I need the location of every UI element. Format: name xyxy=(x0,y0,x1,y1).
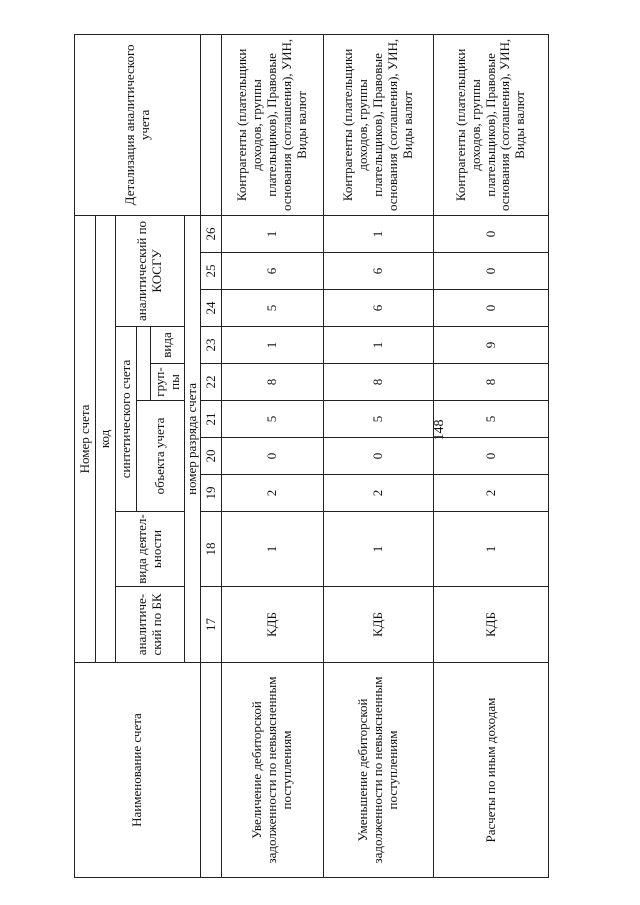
row-detail: Контрагенты (плательщики доходов, группы плательщиков), Правовые основания (соглашения), УИН, Виды валют xyxy=(434,34,549,215)
header-synthetic: синтетического счета xyxy=(116,327,137,512)
header-analytic-bk: аналитический по БК xyxy=(116,587,185,663)
row-cell: 1 xyxy=(222,327,324,364)
row-detail: Контрагенты (плательщики доходов, группы плательщиков), Правовые основания (соглашения), УИН, Виды валют xyxy=(324,34,434,215)
row-cell: КДБ xyxy=(434,587,549,663)
digit-index: 22 xyxy=(201,364,222,401)
digit-index: 19 xyxy=(201,475,222,512)
row-cell: 1 xyxy=(324,215,434,252)
row-cell: 1 xyxy=(222,512,324,587)
row-cell: 0 xyxy=(222,438,324,475)
header-analytic-kosgu: аналитический по КОСГУ xyxy=(116,215,185,326)
row-account-name: Расчеты по иным доходам xyxy=(434,663,549,878)
row-cell: 5 xyxy=(222,290,324,327)
digit-index-name-blank xyxy=(201,663,222,878)
header-type: вида xyxy=(151,327,185,364)
row-cell: 2 xyxy=(324,475,434,512)
header-code: код xyxy=(96,215,116,662)
header-account-number: Номер счета xyxy=(75,215,96,662)
row-cell: 1 xyxy=(434,512,549,587)
row-cell: 0 xyxy=(434,438,549,475)
row-account-name: Увеличение дебиторской задолженности по невыясненным поступлениям xyxy=(222,663,324,878)
header-account-group-spacer xyxy=(137,327,151,401)
row-cell: 1 xyxy=(222,215,324,252)
row-cell: 5 xyxy=(434,401,549,438)
digit-index: 25 xyxy=(201,253,222,290)
table-row xyxy=(324,34,434,877)
row-cell: 9 xyxy=(434,327,549,364)
row-cell: 5 xyxy=(222,401,324,438)
account-table xyxy=(74,34,549,878)
row-account-name: Уменьшение дебиторской задолженности по невыясненным поступлениям xyxy=(324,663,434,878)
header-account-object: объекта учета xyxy=(137,401,185,512)
header-account-name: Наименование счета xyxy=(75,663,201,878)
row-cell: 8 xyxy=(222,364,324,401)
row-detail: Контрагенты (плательщики доходов, группы плательщиков), Правовые основания (соглашения), УИН, Виды валют xyxy=(222,34,324,215)
digit-index-detail-blank xyxy=(201,34,222,215)
row-cell: 2 xyxy=(434,475,549,512)
rotated-page-content xyxy=(74,35,528,878)
row-cell: 0 xyxy=(324,438,434,475)
digit-index: 24 xyxy=(201,290,222,327)
digit-index: 17 xyxy=(201,587,222,663)
row-cell: 5 xyxy=(324,401,434,438)
digit-index: 23 xyxy=(201,327,222,364)
digit-index: 18 xyxy=(201,512,222,587)
digit-index: 20 xyxy=(201,438,222,475)
header-digit-number: номер разряда счета xyxy=(185,215,201,662)
page-number: 148 xyxy=(432,419,447,441)
row-cell: 6 xyxy=(324,290,434,327)
table-row xyxy=(222,34,324,877)
digit-index: 21 xyxy=(201,401,222,438)
row-cell: 6 xyxy=(324,253,434,290)
header-group: группы xyxy=(151,364,185,401)
row-cell: 0 xyxy=(434,290,549,327)
row-cell: 8 xyxy=(324,364,434,401)
table-row xyxy=(434,34,549,877)
row-cell: КДБ xyxy=(222,587,324,663)
row-cell: 1 xyxy=(324,512,434,587)
header-detail: Детализация аналитического учета xyxy=(75,34,201,215)
row-cell: 1 xyxy=(324,327,434,364)
row-cell: 8 xyxy=(434,364,549,401)
row-cell: 0 xyxy=(434,215,549,252)
row-cell: 2 xyxy=(222,475,324,512)
header-activity-type: вида деятельности xyxy=(116,512,185,587)
row-cell: 6 xyxy=(222,253,324,290)
digit-index: 26 xyxy=(201,215,222,252)
row-cell: 0 xyxy=(434,253,549,290)
row-cell: КДБ xyxy=(324,587,434,663)
